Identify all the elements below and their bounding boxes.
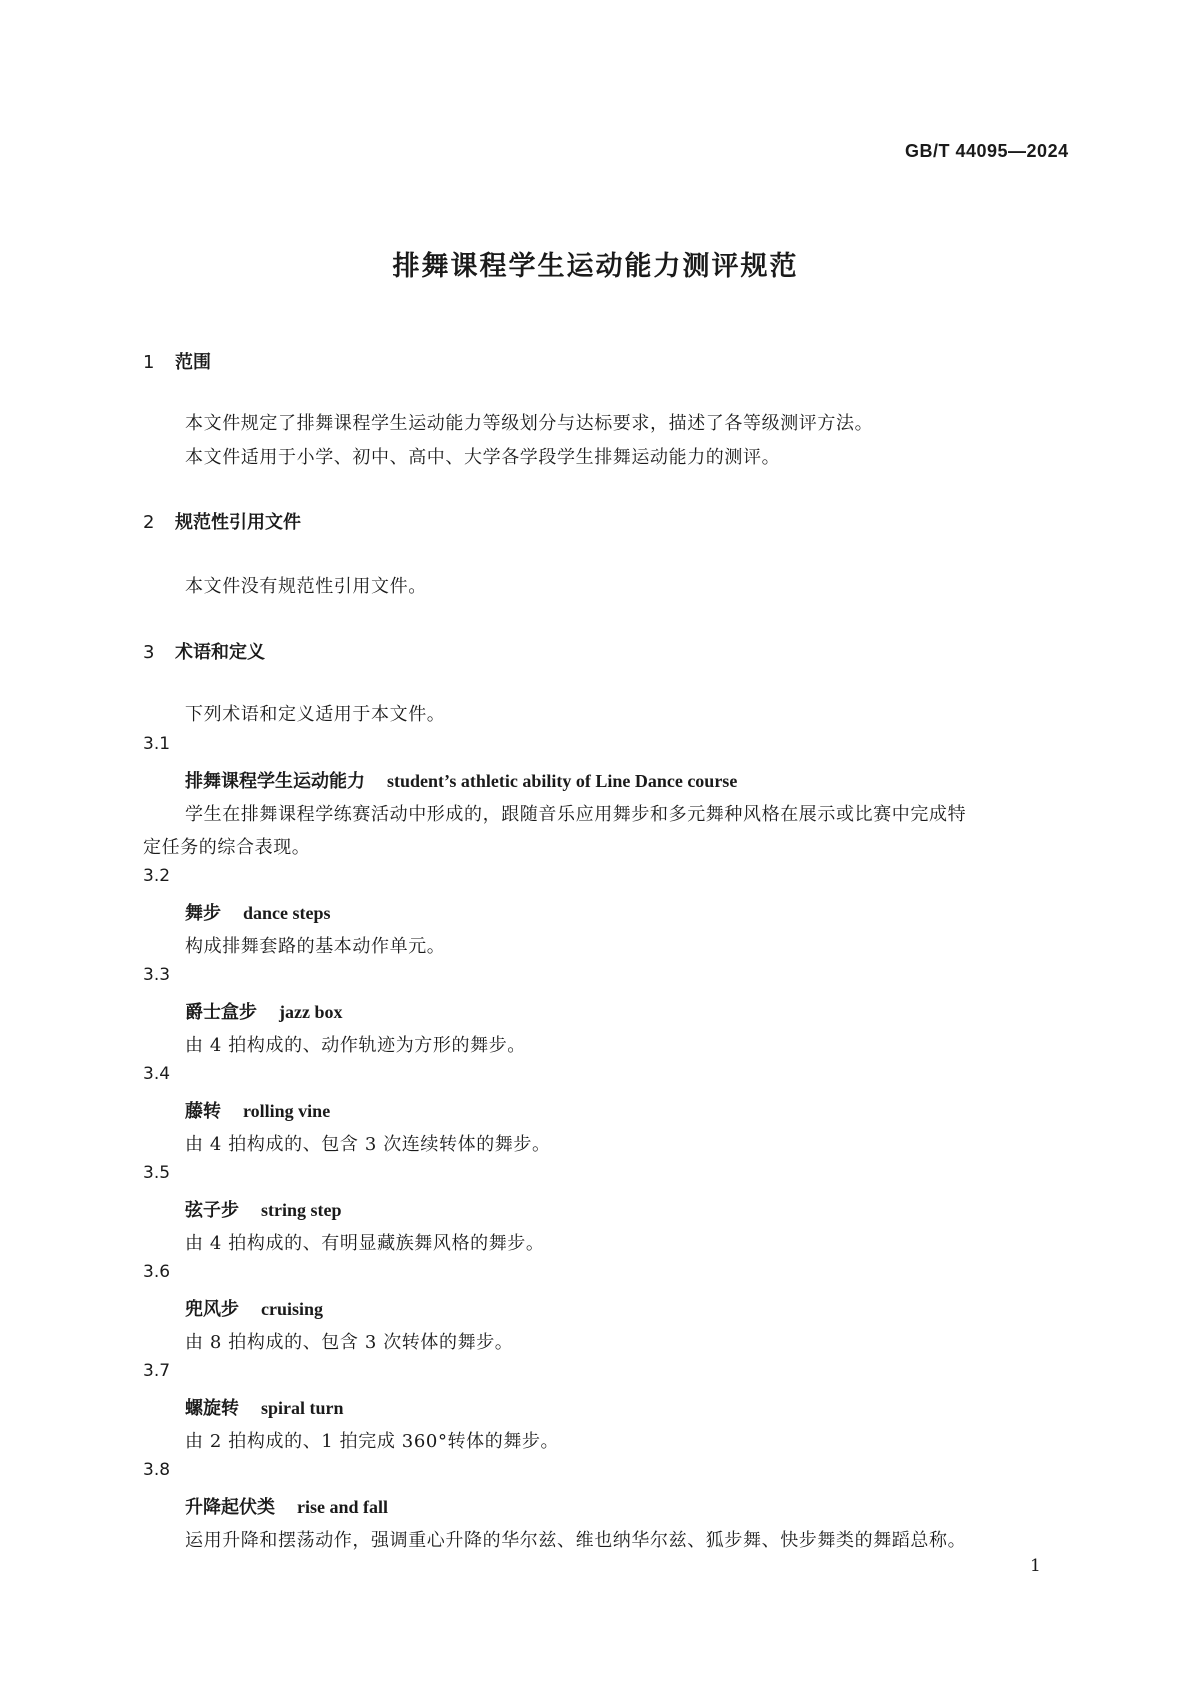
term-definition: 运用升降和摆荡动作，强调重心升降的华尔兹、维也纳华尔兹、狐步舞、快步舞类的舞蹈总称。	[185, 1530, 967, 1551]
term-english: rise and fall	[297, 1497, 389, 1517]
term-english: student’s athletic ability of Line Dance course	[387, 771, 738, 791]
term-entry	[185, 1097, 330, 1123]
term-number: 3.3	[143, 965, 171, 985]
page-number: 1	[1030, 1556, 1041, 1576]
term-definition: 由 4 拍构成的、包含 3 次连续转体的舞步。	[185, 1134, 551, 1155]
standard-number: GB/T 44095—2024	[905, 141, 1069, 161]
term-chinese: 爵士盒步	[185, 1002, 257, 1023]
term-definition: 由 4 拍构成的、动作轨迹为方形的舞步。	[185, 1035, 526, 1056]
term-number: 3.8	[143, 1460, 171, 1480]
section-number: 2	[143, 512, 155, 533]
terms-intro: 下列术语和定义适用于本文件。	[185, 704, 446, 725]
term-entry	[185, 998, 342, 1024]
term-definition: 构成排舞套路的基本动作单元。	[185, 936, 446, 957]
document-title: 排舞课程学生运动能力测评规范	[392, 251, 799, 282]
term-english: dance steps	[243, 903, 331, 923]
term-english: cruising	[261, 1299, 324, 1319]
term-entry	[185, 899, 331, 925]
term-chinese: 排舞课程学生运动能力	[185, 771, 365, 792]
term-entry	[185, 1394, 344, 1420]
term-entry	[185, 1493, 388, 1519]
term-entry	[185, 767, 737, 793]
term-number: 3.4	[143, 1064, 171, 1084]
term-chinese: 兜风步	[185, 1299, 239, 1320]
scope-paragraph-1: 本文件规定了排舞课程学生运动能力等级划分与达标要求，描述了各等级测评方法。	[185, 413, 874, 434]
term-number: 3.7	[143, 1361, 171, 1381]
term-chinese: 升降起伏类	[185, 1497, 275, 1518]
section-title: 规范性引用文件	[175, 512, 301, 533]
section-heading-scope	[143, 348, 211, 374]
normative-paragraph: 本文件没有规范性引用文件。	[185, 576, 427, 597]
term-definition: 由 8 拍构成的、包含 3 次转体的舞步。	[185, 1332, 514, 1353]
term-entry	[185, 1295, 323, 1321]
term-number: 3.1	[143, 734, 171, 754]
section-number: 3	[143, 642, 155, 663]
section-title: 术语和定义	[175, 642, 265, 663]
term-chinese: 舞步	[185, 903, 221, 924]
term-english: rolling vine	[243, 1101, 331, 1121]
scope-paragraph-2: 本文件适用于小学、初中、高中、大学各学段学生排舞运动能力的测评。	[185, 447, 781, 468]
term-number: 3.5	[143, 1163, 171, 1183]
term-english: string step	[261, 1200, 342, 1220]
term-definition: 学生在排舞课程学练赛活动中形成的，跟随音乐应用舞步和多元舞种风格在展示或比赛中完成特	[185, 804, 967, 825]
term-chinese: 弦子步	[185, 1200, 239, 1221]
term-number: 3.2	[143, 866, 171, 886]
term-number: 3.6	[143, 1262, 171, 1282]
term-english: spiral turn	[261, 1398, 344, 1418]
section-heading-terms	[143, 638, 265, 664]
section-title: 范围	[175, 352, 211, 373]
term-chinese: 藤转	[185, 1101, 221, 1122]
term-entry	[185, 1196, 342, 1222]
section-heading-normative-references	[143, 508, 301, 534]
term-chinese: 螺旋转	[185, 1398, 239, 1419]
term-english: jazz box	[279, 1002, 343, 1022]
term-definition: 由 4 拍构成的、有明显藏族舞风格的舞步。	[185, 1233, 545, 1254]
section-number: 1	[143, 352, 155, 373]
term-definition: 由 2 拍构成的、1 拍完成 360°转体的舞步。	[185, 1431, 560, 1452]
term-definition-continued: 定任务的综合表现。	[143, 837, 311, 858]
